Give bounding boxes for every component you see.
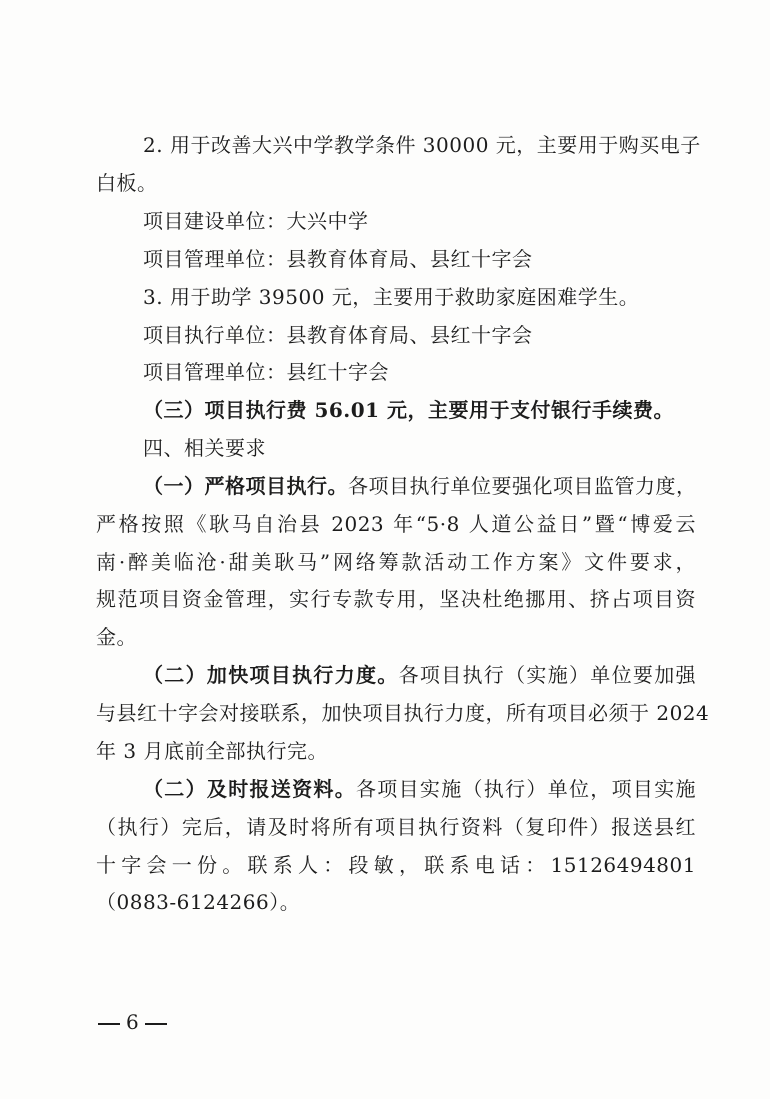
item2-line1: 2. 用于改善大兴中学教学条件 30000 元，主要用于购买电子 <box>143 133 701 157</box>
req1-line3: 南·醉美临沧·甜美耿马”网络筹款活动工作方案》文件要求， <box>96 550 696 574</box>
req1-line5: 金。 <box>96 625 137 649</box>
req3-line1 <box>143 774 696 804</box>
req3-heading: （二）及时报送资料。 <box>143 777 356 801</box>
page-number-footer <box>92 1007 173 1037</box>
req1-line1 <box>143 471 696 501</box>
build-unit: 项目建设单位：大兴中学 <box>143 209 369 233</box>
req2-line2: 与县红十字会对接联系，加快项目执行力度，所有项目必须于 2024 <box>96 701 710 725</box>
req3-line1-text: 各项目实施（执行）单位，项目实施 <box>356 777 696 801</box>
req1-line1-text: 各项目执行单位要强化项目监管力度， <box>348 474 697 498</box>
req1-line4: 规范项目资金管理，实行专款专用，坚决杜绝挪用、挤占项目资 <box>96 587 696 611</box>
page-number: 6 <box>126 1010 139 1034</box>
req2-line1 <box>143 660 696 690</box>
exec-unit: 项目执行单位：县教育体育局、县红十字会 <box>143 323 533 347</box>
item2-line2: 白板。 <box>96 171 158 195</box>
footer-dash-left <box>98 1023 120 1025</box>
req1-line2: 严格按照《耿马自治县 2023 年“5·8 人道公益日”暨“博爱云 <box>96 512 696 536</box>
section3-fee: （三）项目执行费 56.01 元，主要用于支付银行手续费。 <box>143 398 675 422</box>
req3-line4: （0883-6124266）。 <box>96 890 301 914</box>
req3-line3: 十字会一份。联系人：段敏，联系电话：15126494801 <box>96 853 696 877</box>
manage-unit-1: 项目管理单位：县教育体育局、县红十字会 <box>143 247 533 271</box>
req3-line2: （执行）完后，请及时将所有项目执行资料（复印件）报送县红 <box>96 815 696 839</box>
req2-line3: 年 3 月底前全部执行完。 <box>96 739 328 763</box>
item3: 3. 用于助学 39500 元，主要用于救助家庭困难学生。 <box>143 285 640 309</box>
manage-unit-2: 项目管理单位：县红十字会 <box>143 360 389 384</box>
section4-title: 四、相关要求 <box>143 436 266 460</box>
req2-heading: （二）加快项目执行力度。 <box>143 663 399 687</box>
req1-heading: （一）严格项目执行。 <box>143 474 348 498</box>
footer-dash-right <box>145 1023 167 1025</box>
req2-line1-text: 各项目执行（实施）单位要加强 <box>398 663 697 687</box>
